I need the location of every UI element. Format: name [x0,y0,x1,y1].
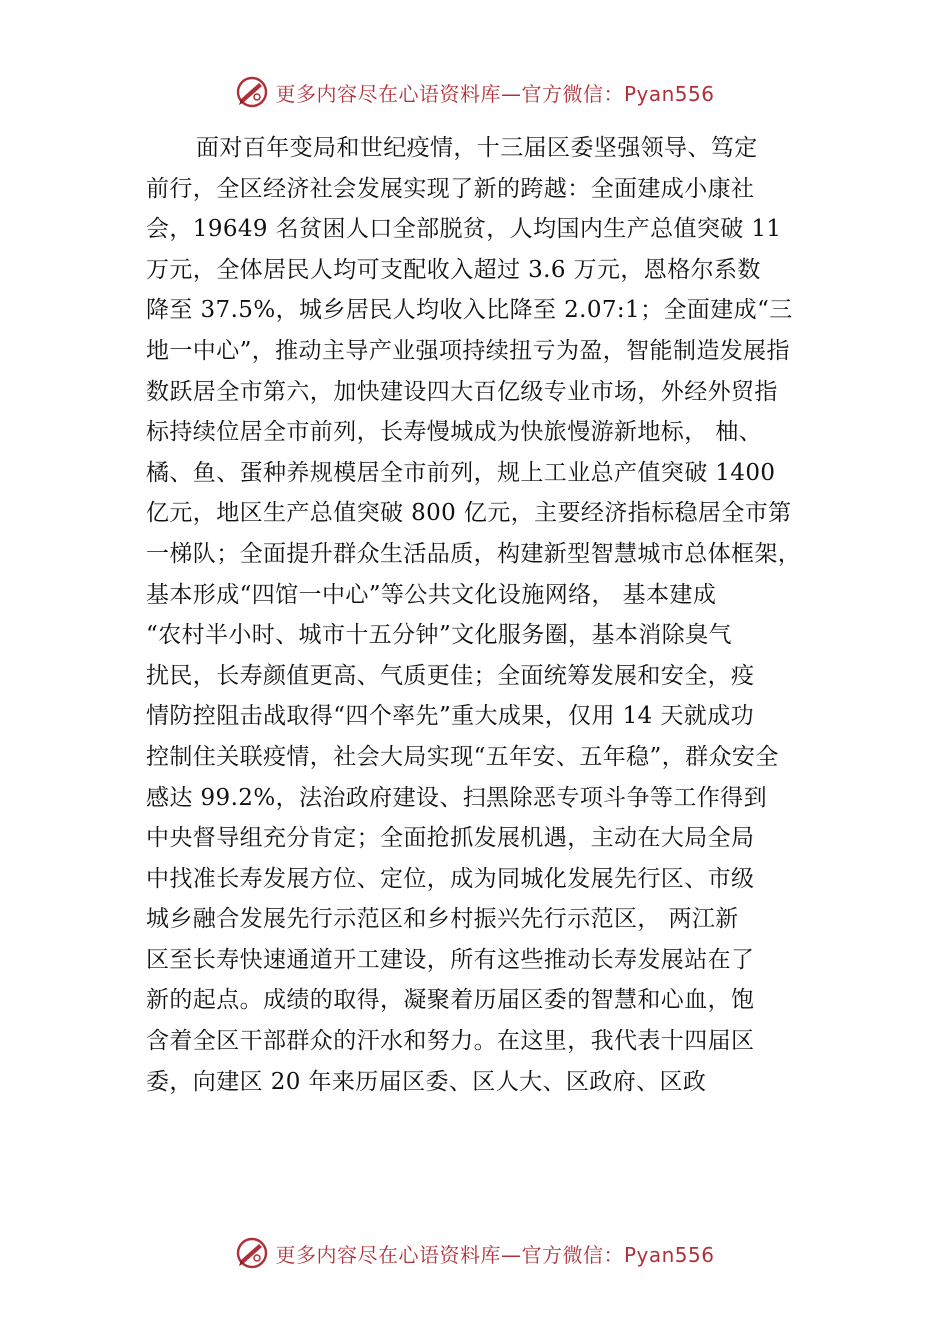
paragraph-line: 扰民，长寿颜值更高、气质更佳；全面统筹发展和安全，疫 [146,662,755,689]
paragraph-line: 数跃居全市第六，加快建设四大百亿级专业市场，外经外贸指 [146,378,778,405]
paragraph-line: 一梯队；全面提升群众生活品质，构建新型智慧城市总体框架， [146,540,802,567]
document-body [146,128,816,1102]
paragraph-line: 区至长寿快速通道开工建设，所有这些推动长寿发展站在了 [146,946,755,973]
paragraph-line: 控制住关联疫情，社会大局实现“五年安、五年稳”，群众安全 [146,743,779,770]
paragraph-line: 万元，全体居民人均可支配收入超过 3.6 万元，恩格尔系数 [146,256,761,283]
watermark-text: 更多内容尽在心语资料库—官方微信：Pyan556 [275,1242,715,1267]
footer-watermark [0,1233,950,1273]
paragraph-line: 含着全区干部群众的汗水和努力。在这里，我代表十四届区 [146,1028,755,1055]
paragraph-line: 委，向建区 20 年来历届区委、区人大、区政府、区政 [146,1068,707,1095]
paragraph-line: 感达 99.2%，法治政府建设、扫黑除恶专项斗争等工作得到 [146,784,767,811]
paragraph-line: 亿元，地区生产总值突破 800 亿元，主要经济指标稳居全市第 [146,500,792,527]
pen-logo-icon [235,75,269,109]
paragraph-line: 城乡融合发展先行示范区和乡村振兴先行示范区， 两江新 [146,906,739,933]
paragraph-line: “农村半小时、城市十五分钟”文化服务圈，基本消除臭气 [146,622,732,649]
paragraph-line: 中找准长寿发展方位、定位，成为同城化发展先行区、市级 [146,865,755,892]
paragraph-line: 会，19649 名贫困人口全部脱贫，人均国内生产总值突破 11 [146,216,782,243]
watermark-text: 更多内容尽在心语资料库—官方微信：Pyan556 [275,81,715,106]
paragraph-line: 地一中心”，推动主导产业强项持续扭亏为盈，智能制造发展指 [146,337,790,364]
paragraph-line: 新的起点。成绩的取得，凝聚着历届区委的智慧和心血，饱 [146,987,755,1014]
paragraph-line: 降至 37.5%，城乡居民人均收入比降至 2.07:1；全面建成“三 [146,297,793,324]
paragraph-line: 面对百年变局和世纪疫情，十三届区委坚强领导、笃定 [196,135,758,161]
header-watermark [0,72,950,112]
paragraph-line: 中央督导组充分肯定；全面抢抓发展机遇，主动在大局全局 [146,825,755,852]
paragraph-line: 橘、鱼、蛋种养规模居全市前列，规上工业总产值突破 1400 [146,459,776,486]
paragraph-line: 标持续位居全市前列，长寿慢城成为快旅慢游新地标， 柚、 [146,419,763,446]
paragraph-line: 情防控阻击战取得“四个率先”重大成果，仅用 14 天就成功 [146,703,755,730]
paragraph-line: 前行，全区经济社会发展实现了新的跨越：全面建成小康社 [146,175,755,202]
paragraph-line: 基本形成“四馆一中心”等公共文化设施网络， 基本建成 [146,581,717,608]
pen-logo-icon [235,1236,269,1270]
